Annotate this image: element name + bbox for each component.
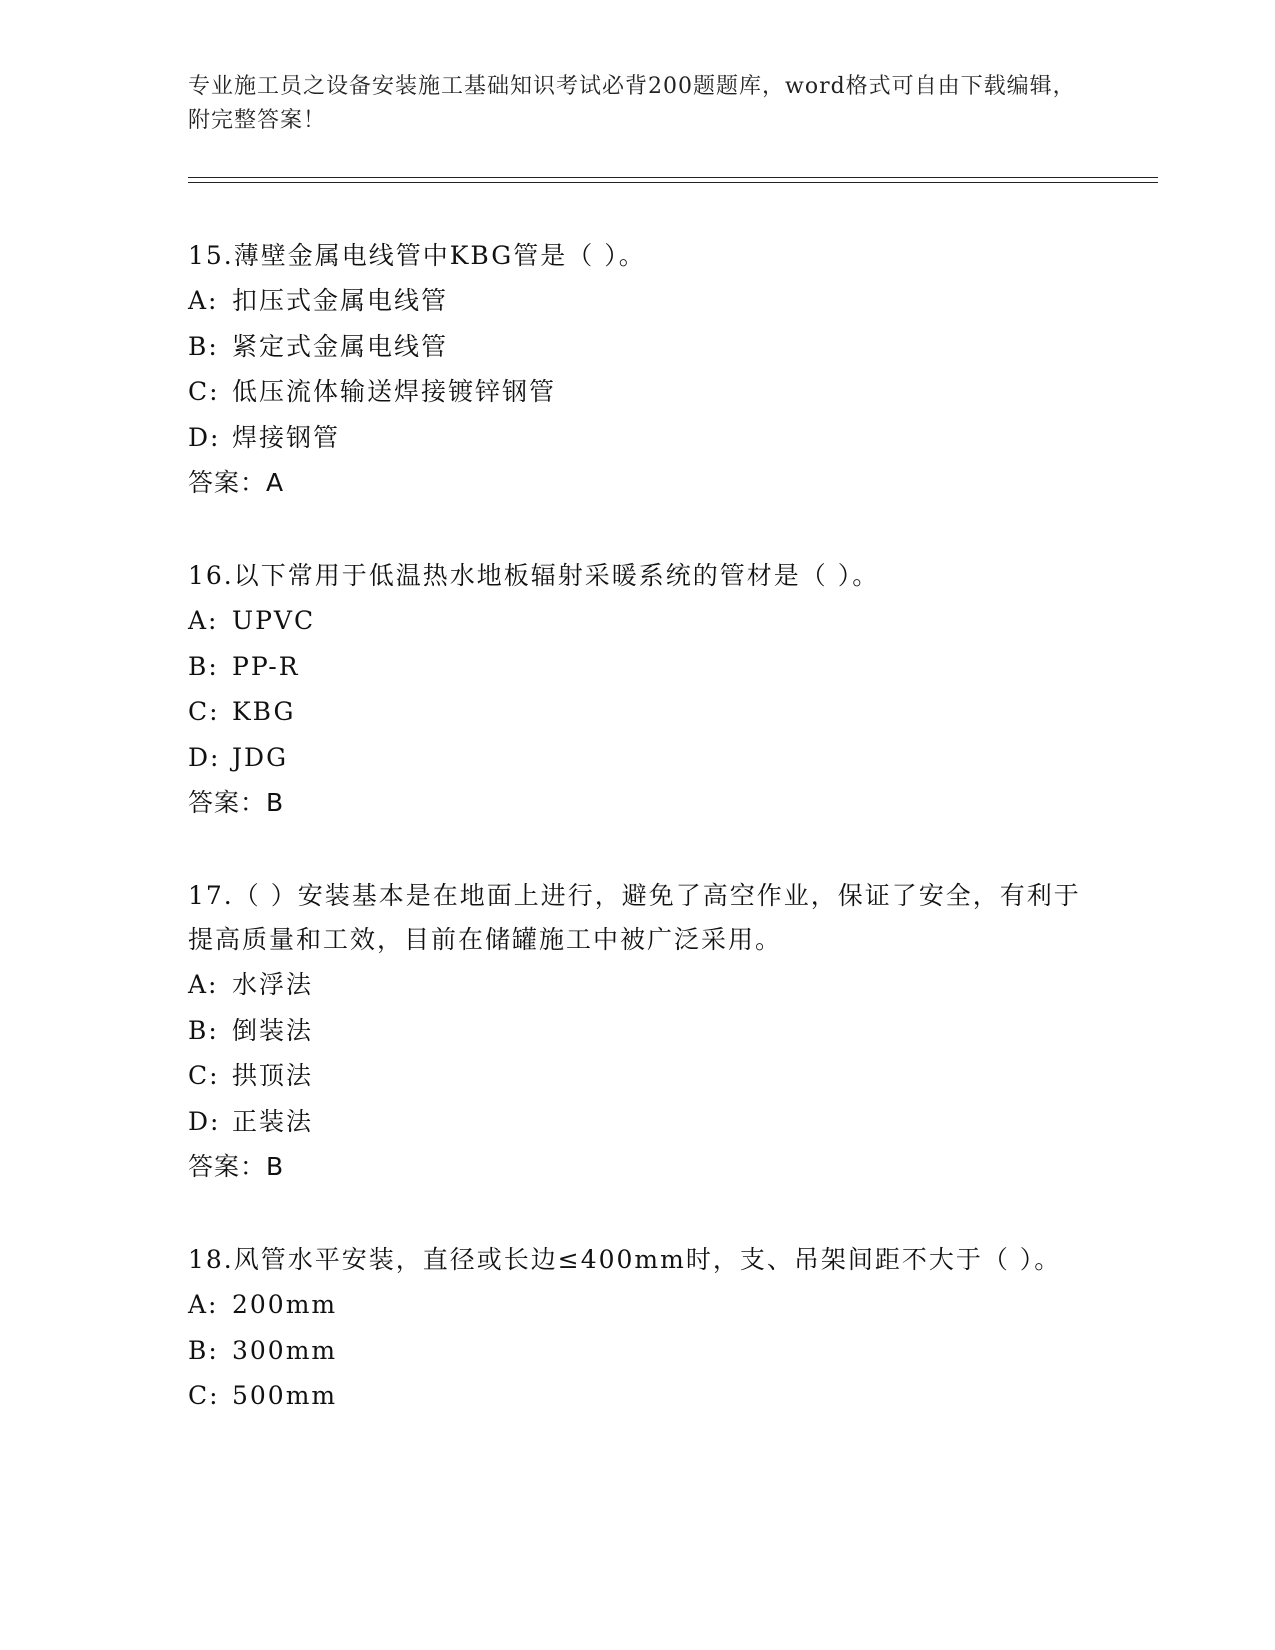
document-header <box>188 70 1088 138</box>
option-b: B: PP-R <box>188 651 300 681</box>
header-divider-bottom <box>188 182 1158 183</box>
option-c: C: 500mm <box>188 1381 338 1410</box>
question-stem: 15.薄壁金属电线管中KBG管是（ ）。 <box>188 241 646 270</box>
question-stem: 17.（ ）安装基本是在地面上进行，避免了高空作业，保证了安全，有利于提高质量和工效，目前在储罐施工中被广泛采用。 <box>188 881 1081 954</box>
option-b: B: 300mm <box>188 1335 338 1365</box>
option-d: D: 正装法 <box>188 1106 314 1136</box>
option-a: A: 水浮法 <box>188 970 314 999</box>
header-title: 专业施工员之设备安装施工基础知识考试必背200题题库，word格式可自由下载编辑，附完整答案！ <box>188 74 1076 133</box>
question-stem: 16.以下常用于低温热水地板辐射采暖系统的管材是（ ）。 <box>188 561 880 590</box>
option-c: C: KBG <box>188 697 296 726</box>
option-c: C: 拱顶法 <box>188 1061 314 1090</box>
question-16 <box>188 554 1088 826</box>
header-divider-top <box>188 177 1158 178</box>
question-17 <box>188 874 1088 1190</box>
answer: 答案：A <box>188 468 285 497</box>
answer: 答案：B <box>188 788 285 817</box>
question-18 <box>188 1238 1088 1419</box>
option-a: A: 扣压式金属电线管 <box>188 286 449 315</box>
question-stem: 18.风管水平安装，直径或长边≤400mm时，支、吊架间距不大于（ ）。 <box>188 1245 1062 1274</box>
option-d: D: 焊接钢管 <box>188 422 341 452</box>
option-d: D: JDG <box>188 742 289 772</box>
option-a: A: UPVC <box>188 606 316 635</box>
option-b: B: 倒装法 <box>188 1015 314 1045</box>
answer: 答案：B <box>188 1152 285 1181</box>
question-15 <box>188 234 1088 506</box>
option-a: A: 200mm <box>188 1290 338 1319</box>
option-c: C: 低压流体输送焊接镀锌钢管 <box>188 377 557 406</box>
option-b: B: 紧定式金属电线管 <box>188 331 449 361</box>
